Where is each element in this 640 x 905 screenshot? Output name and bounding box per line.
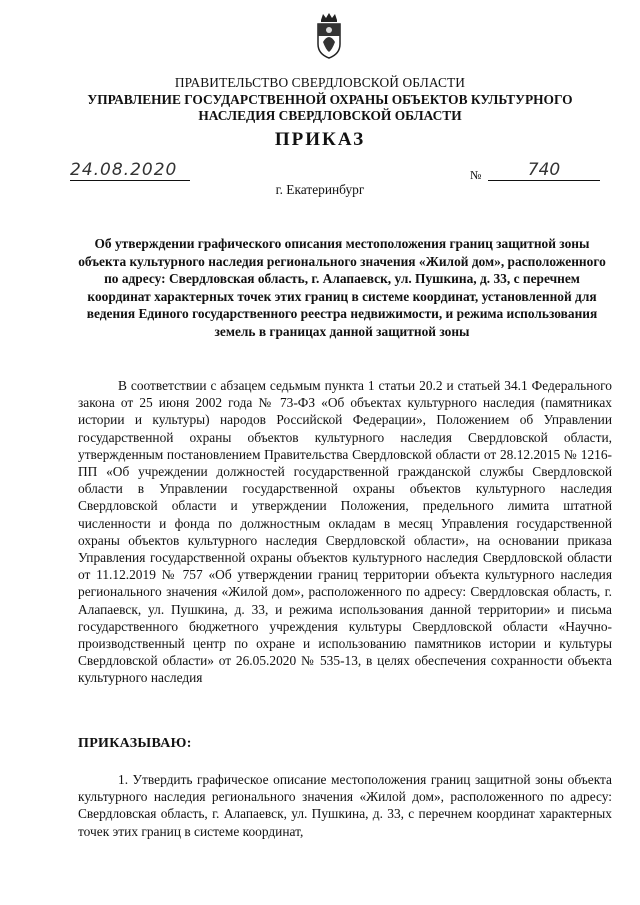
order-point-1: 1. Утвердить графическое описание местоположения границ защитной зоны объекта культурного наследия регионального значения «Жилой дом», расположенного по адресу: Свердловская область, г. Алапаевск, ул. Пушкина, д. 33, с перечнем координат характерных точек этих границ в системе координат, (78, 772, 612, 839)
order-subject: Об утверждении графического описания местоположения границ защитной зоны объекта культурного наследия регионального значения «Жилой дом», расположенного по адресу: Свердловская область, г. Алапаевск, ул. Пушкина, д. 33, с перечнем координат характерных точек этих границ в системе координат, установленной для ведения Единого государственного реестра недвижимости, и режима использования земель в границах данной защитной зоны (78, 236, 606, 339)
order-date: 24.08.2020 (70, 160, 190, 181)
preamble-paragraph: В соответствии с абзацем седьмым пункта 1 статьи 20.2 и статьей 34.1 Федерального закона от 25 июня 2002 года № 73-ФЗ «Об объектах культурного наследия (памятниках истории и культуры) народов Российской Федерации», Положением об Управлении государственной охраны объектов культурного наследия Свердловской области, утвержденным постановлением Правительства Свердловской области от 28.12.2015 № 1216-ПП «Об учреждении должностей государственной гражданской службы Свердловской области в Управлении государственной охраны объектов культурного наследия Свердловской области и утверждении Положения, предельного лимита штатной численности и фонда по должностным окладам в месяц Управления государственной охраны объектов культурного наследия Свердловской области», на основании приказа Управления государственной охраны объектов культурного наследия Свердловской области от 11.12.2019 № 757 «Об утверждении границ территории объекта культурного наследия регионального значения «Жилой дом», расположенного по адресу: Свердловская область, г. Алапаевск, ул. Пушкина, д. 33, и режима использования данной территории» и письма государственного бюджетного учреждения культуры Свердловской области «Научно-производственный центр по охране и использованию памятников истории и культуры Свердловской области» от 26.05.2020 № 535-13, в целях обеспечения сохранности объекта культурного наследия (78, 378, 612, 686)
order-number-block (470, 160, 600, 182)
department-name: УПРАВЛЕНИЕ ГОСУДАРСТВЕННОЙ ОХРАНЫ ОБЪЕКТОВ КУЛЬТУРНОГО НАСЛЕДИЯ СВЕРДЛОВСКОЙ ОБЛАСТИ (87, 92, 573, 123)
government-name: ПРАВИТЕЛЬСТВО СВЕРДЛОВСКОЙ ОБЛАСТИ (174, 75, 466, 90)
document-type-title: ПРИКАЗ (274, 129, 366, 150)
order-number: 740 (488, 160, 600, 181)
city: г. Екатеринбург (275, 182, 365, 197)
directive-heading: ПРИКАЗЫВАЮ: (78, 736, 192, 751)
number-sign: № (470, 168, 482, 182)
coat-of-arms-emblem (314, 12, 344, 60)
